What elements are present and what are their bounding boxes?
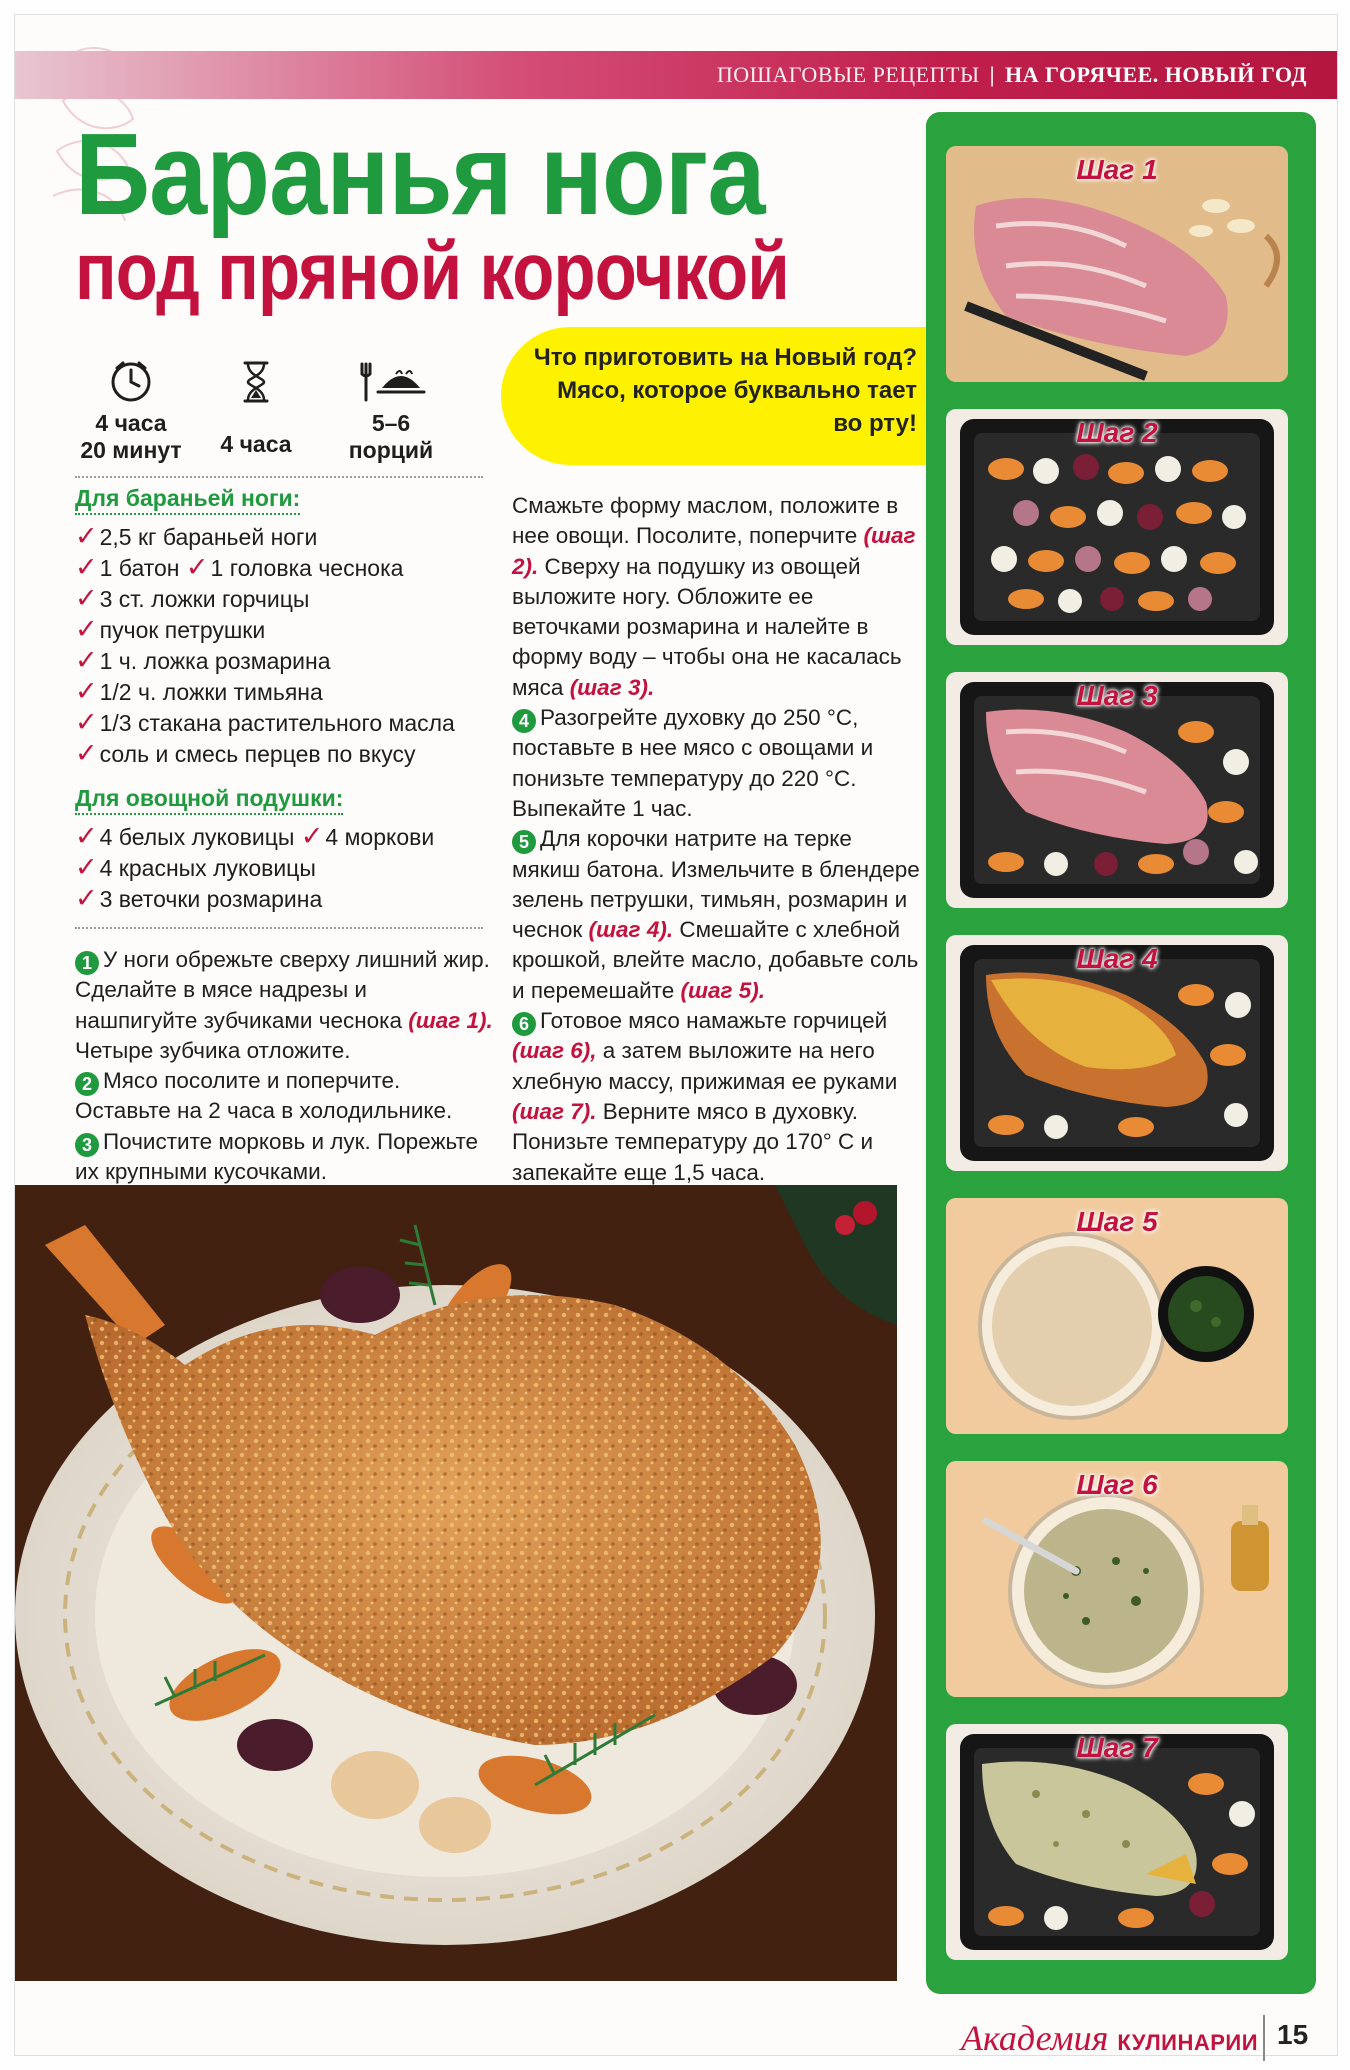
step-photo-6 — [946, 1461, 1288, 1697]
step-number-badge: 2 — [75, 1072, 99, 1096]
step-number-badge: 1 — [75, 951, 99, 975]
step-photo-4 — [946, 935, 1288, 1171]
header-separator: | — [989, 62, 995, 87]
check-icon: ✓ — [75, 676, 98, 706]
step-photo-7 — [946, 1724, 1288, 1960]
check-icon: ✓ — [75, 521, 98, 551]
list-item: ✓1 батон ✓1 головка чеснока — [75, 552, 404, 582]
header-category: ПОШАГОВЫЕ РЕЦЕПТЫ — [716, 62, 980, 87]
teaser-bubble — [501, 327, 933, 465]
check-icon: ✓ — [75, 614, 98, 644]
check-icon: ✓ — [75, 552, 98, 582]
divider — [75, 476, 483, 478]
footer-divider — [1263, 2015, 1265, 2061]
check-icon: ✓ — [75, 707, 98, 737]
magazine-page — [14, 14, 1338, 2056]
meta-prep-time-value: 4 часа — [220, 431, 292, 457]
list-item: ✓3 веточки розмарина — [75, 883, 323, 913]
step-photo-label: Шаг 5 — [1076, 1206, 1158, 1237]
step-photo-label: Шаг 7 — [1076, 1732, 1158, 1763]
servings-dish-icon — [356, 360, 426, 404]
check-icon: ✓ — [75, 583, 98, 613]
lamb-dish-illustration — [15, 1185, 897, 1981]
divider — [75, 927, 483, 929]
step-photo-2 — [946, 409, 1288, 645]
instructions-column-left: 1 У ноги обрежьте сверху лишний жир. Сделайте в мясе надрезы и нашпигуйте зубчиками чеснока (шаг 1). Четыре зубчика отложите. 2 Мясо посолите и поперчите. Оставьте на 2 часа в холодильнике. 3 Почистите морковь и лук. Порежьте их крупными кусочками. — [75, 947, 493, 1185]
list-item: ✓2,5 кг бараньей ноги — [75, 521, 318, 551]
recipe-title-line2: под пряной корочкой — [75, 226, 789, 317]
recipe-meta — [71, 360, 491, 470]
step-photo-3 — [946, 672, 1288, 908]
step-photo-label: Шаг 4 — [1076, 943, 1158, 974]
check-icon: ✓ — [75, 738, 98, 768]
logo-bold: КУЛИНАРИИ — [1117, 2030, 1259, 2055]
list-item: ✓1/3 стакана растительного масла — [75, 707, 455, 737]
step-ref: (шаг 6), — [512, 1038, 597, 1064]
step-number-badge: 4 — [512, 709, 536, 733]
step-photo-5 — [946, 1198, 1288, 1434]
list-item: ✓пучок петрушки — [75, 614, 266, 644]
meta-servings — [321, 360, 461, 464]
ingredients-veg-list — [75, 821, 495, 914]
logo-script: Академия — [961, 2018, 1109, 2058]
list-item: ✓1 ч. ложка розмарина — [75, 645, 331, 675]
recipe-title-line1: Баранья нога — [75, 109, 765, 239]
meta-total-time — [71, 360, 191, 464]
ingredients-veg-heading: Для овощной подушки: — [75, 785, 344, 811]
list-item: ✓3 ст. ложки горчицы — [75, 583, 310, 613]
meta-prep-time — [201, 360, 311, 458]
step-ref: (шаг 5). — [680, 977, 766, 1003]
header-section: НА ГОРЯЧЕЕ. НОВЫЙ ГОД — [1005, 62, 1307, 87]
list-item: ✓соль и смесь перцев по вкусу — [75, 738, 416, 768]
meta-servings-line1: 5–6 — [371, 410, 411, 436]
step-ref: (шаг 4). — [588, 917, 674, 943]
check-icon: ✓ — [300, 821, 324, 851]
step-ref: (шаг 2). — [512, 523, 916, 579]
list-item: ✓4 красных луковицы — [75, 852, 316, 882]
step-number-badge: 3 — [75, 1133, 99, 1157]
step-photo-label: Шаг 1 — [1076, 154, 1158, 185]
step-photo-label: Шаг 3 — [1076, 680, 1158, 711]
step-photos-panel — [926, 112, 1316, 1994]
magazine-logo — [961, 2017, 1258, 2059]
clock-icon — [109, 360, 153, 404]
step-number-badge: 5 — [512, 830, 536, 854]
meta-total-time-line1: 4 часа — [95, 410, 167, 436]
header-breadcrumb — [717, 51, 1307, 99]
header-bar — [15, 51, 1337, 99]
check-icon: ✓ — [75, 852, 98, 882]
teaser-text: Что приготовить на Новый год? Мясо, которое буквально тает во рту! — [533, 344, 917, 437]
check-icon: ✓ — [75, 821, 98, 851]
step-number-badge: 6 — [512, 1012, 536, 1036]
step-photo-label: Шаг 2 — [1076, 417, 1158, 448]
step-ref: (шаг 1). — [408, 1007, 493, 1033]
check-icon: ✓ — [75, 645, 98, 675]
step-photo-1 — [946, 146, 1288, 382]
meta-servings-line2: порций — [348, 437, 434, 463]
hero-photo — [15, 1185, 897, 1981]
list-item: ✓4 белых луковицы ✓4 моркови — [75, 821, 435, 851]
step-photo-label: Шаг 6 — [1076, 1469, 1158, 1500]
step-ref: (шаг 3). — [569, 674, 655, 700]
ingredients-leg-heading: Для бараньей ноги: — [75, 485, 301, 511]
page-number: 15 — [1277, 2019, 1309, 2050]
hourglass-icon — [241, 360, 271, 404]
ingredients-leg-list — [75, 521, 495, 769]
check-icon: ✓ — [75, 883, 98, 913]
check-icon: ✓ — [185, 552, 209, 582]
step-ref: (шаг 7). — [512, 1098, 597, 1124]
meta-total-time-line2: 20 минут — [80, 437, 182, 463]
instructions-column-right: Смажьте форму маслом, положите в нее овощи. Посолите, поперчите (шаг 2). Сверху на подушку из овощей выложите ногу. Обложите ее веточками розмарина и налейте в форму воду – чтобы она не касалась мяса (шаг 3). 4 Разогрейте духовку до 250 °C, поставьте в нее мясо с овощами и понизьте температуру до 220 °C. Выпекайте 1 час. 5 Для корочки натрите на терке мякиш батона. Измельчите в блендере зелень петрушки, тимьян, розмарин и чеснок (шаг 4). Смешайте с хлебной крошкой, влейте масло, добавьте соль и перемешайте (шаг 5). 6 Готовое мясо намажьте горчицей (шаг 6), а затем выложите на него хлебную массу, прижимая ее руками (шаг 7). Верните мясо в духовку. Понизьте температуру до 170° С и запекайте еще 1,5 часа. — [512, 493, 920, 1185]
list-item: ✓1/2 ч. ложки тимьяна — [75, 676, 323, 706]
